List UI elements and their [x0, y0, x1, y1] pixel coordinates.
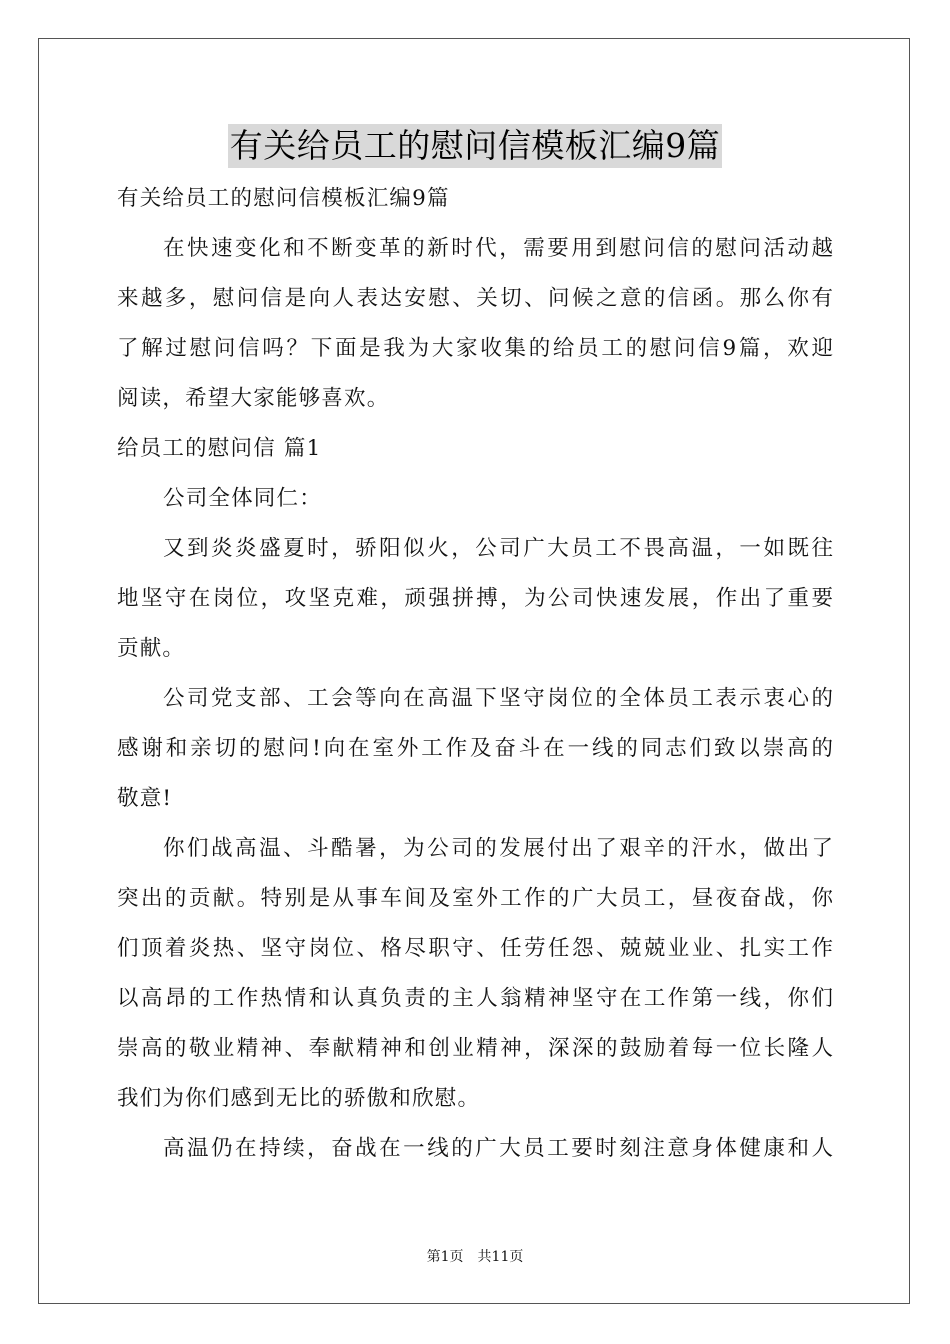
- body-line: 地坚守在岗位，攻坚克难，顽强拼搏，为公司快速发展，作出了重要: [117, 586, 833, 611]
- body-line: 高温仍在持续，奋战在一线的广大员工要时刻注意身体健康和人: [163, 1136, 833, 1161]
- salutation-line: 公司全体同仁：: [163, 486, 322, 511]
- body-line: 贡献。: [117, 636, 186, 661]
- title-container: [0, 124, 950, 168]
- body-line: 突出的贡献。特别是从事车间及室外工作的广大员工，昼夜奋战，你: [117, 886, 833, 911]
- document-body: [117, 174, 833, 1174]
- body-line: 在快速变化和不断变革的新时代，需要用到慰问信的慰问活动越: [163, 236, 833, 261]
- subtitle-line: 有关给员工的慰问信模板汇编9篇: [117, 186, 450, 211]
- body-line: 崇高的敬业精神、奉献精神和创业精神，深深的鼓励着每一位长隆人: [117, 1036, 833, 1061]
- body-line: 我们为你们感到无比的骄傲和欣慰。: [117, 1086, 481, 1111]
- body-line: 了解过慰问信吗？下面是我为大家收集的给员工的慰问信9篇，欢迎: [117, 336, 833, 361]
- body-line: 你们战高温、斗酷暑，为公司的发展付出了艰辛的汗水，做出了: [163, 836, 833, 861]
- body-line: 敬意!: [117, 786, 173, 811]
- body-line: 来越多，慰问信是向人表达安慰、关切、问候之意的信函。那么你有: [117, 286, 833, 311]
- body-line: 公司党支部、工会等向在高温下坚守岗位的全体员工表示衷心的: [163, 686, 833, 711]
- body-line: 阅读，希望大家能够喜欢。: [117, 386, 390, 411]
- body-line: 感谢和亲切的慰问!向在室外工作及奋斗在一线的同志们致以崇高的: [117, 736, 833, 761]
- body-line: 又到炎炎盛夏时，骄阳似火，公司广大员工不畏高温，一如既往: [163, 536, 833, 561]
- section-heading: 给员工的慰问信 篇1: [117, 436, 322, 461]
- document-title: 有关给员工的慰问信模板汇编9篇: [228, 124, 723, 168]
- body-line: 们顶着炎热、坚守岗位、格尽职守、任劳任怨、兢兢业业、扎实工作: [117, 936, 833, 961]
- page-number-footer: 第1页 共11页: [426, 1249, 524, 1265]
- body-line: 以高昂的工作热情和认真负责的主人翁精神坚守在工作第一线，你们: [117, 986, 833, 1011]
